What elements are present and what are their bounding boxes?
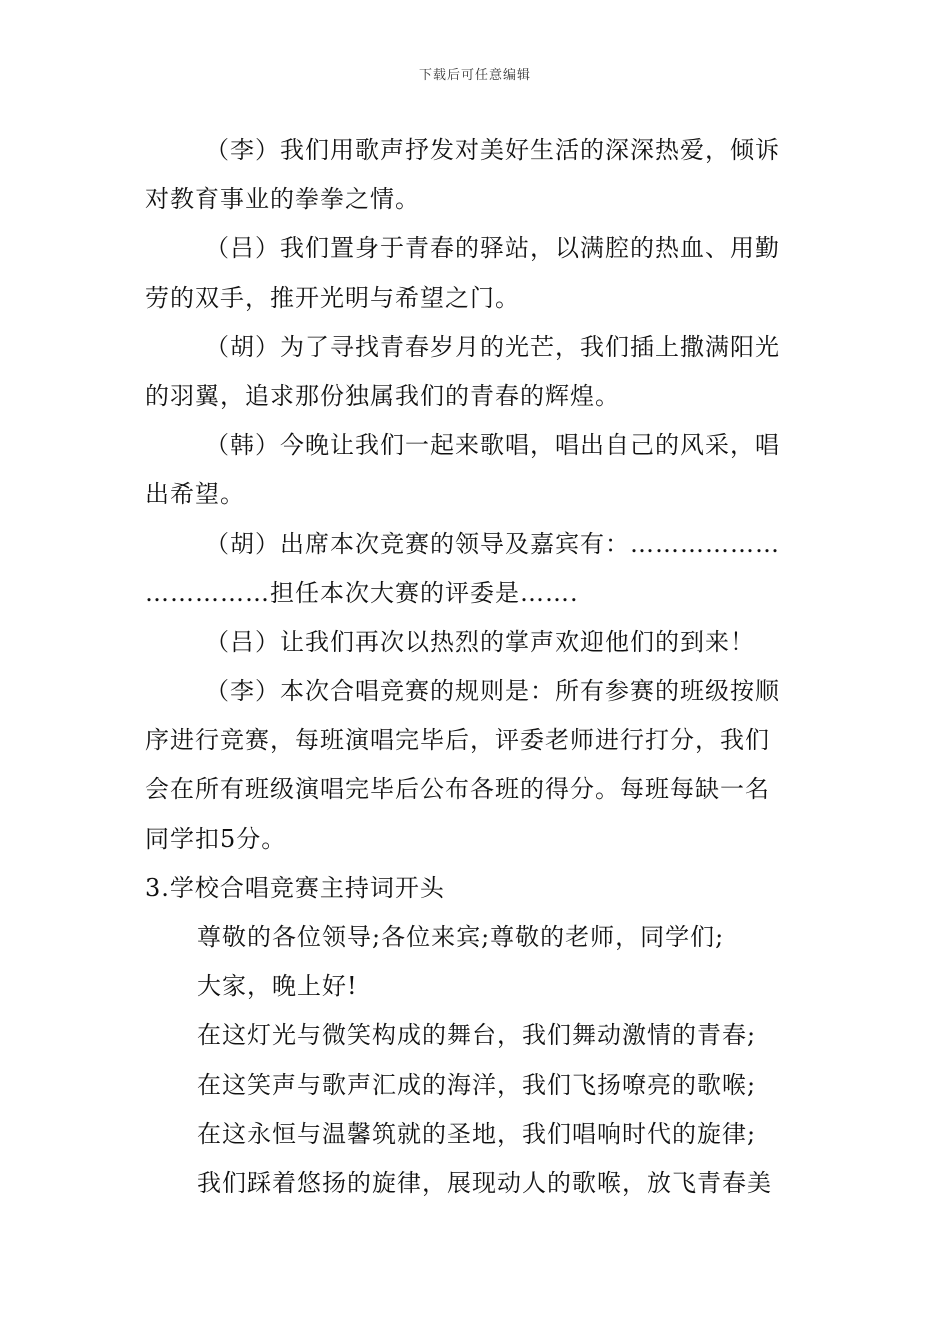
page-header: 下载后可任意编辑 xyxy=(418,68,531,83)
text-line: （胡）出席本次竞赛的领导及嘉宾有：……………… xyxy=(205,529,780,558)
text-line: 在这笑声与歌声汇成的海洋，我们飞扬嘹亮的歌喉; xyxy=(197,1070,757,1099)
section-heading: 3.学校合唱竞赛主持词开头 xyxy=(145,873,445,902)
text-line: 我们踩着悠扬的旋律，展现动人的歌喉，放飞青春美 xyxy=(197,1168,772,1197)
text-line: （李）我们用歌声抒发对美好生活的深深热爱，倾诉 xyxy=(205,136,780,164)
text-line: 大家，晚上好! xyxy=(197,972,358,1001)
text-line: 尊敬的各位领导;各位来宾;尊敬的老师，同学们; xyxy=(197,923,725,951)
text-line: （吕）我们置身于青春的驿站，以满腔的热血、用勤 xyxy=(205,234,780,263)
text-line: ……………担任本次大赛的评委是……. xyxy=(145,578,579,607)
text-line: 序进行竞赛，每班演唱完毕后，评委老师进行打分，我们 xyxy=(145,726,770,755)
text-line: 劳的双手，推开光明与希望之门。 xyxy=(145,283,520,312)
text-line: 在这永恒与温馨筑就的圣地，我们唱响时代的旋律; xyxy=(197,1119,757,1148)
text-line: （韩）今晚让我们一起来歌唱，唱出自己的风采，唱 xyxy=(205,431,780,460)
text-line: （李）本次合唱竞赛的规则是：所有参赛的班级按顺 xyxy=(205,677,780,706)
text-line: 出希望。 xyxy=(145,480,245,509)
text-line: （吕）让我们再次以热烈的掌声欢迎他们的到来！ xyxy=(205,627,755,656)
text-line: 在这灯光与微笑构成的舞台，我们舞动激情的青春; xyxy=(197,1021,757,1050)
text-line: 对教育事业的拳拳之情。 xyxy=(145,185,420,214)
document-body xyxy=(145,126,810,1208)
text-line: 的羽翼，追求那份独属我们的青春的辉煌。 xyxy=(145,381,620,410)
text-line: 会在所有班级演唱完毕后公布各班的得分。每班每缺一名 xyxy=(145,775,770,804)
text-line: 同学扣5分。 xyxy=(145,824,287,853)
text-line: （胡）为了寻找青春岁月的光芒，我们插上撒满阳光 xyxy=(205,332,780,361)
